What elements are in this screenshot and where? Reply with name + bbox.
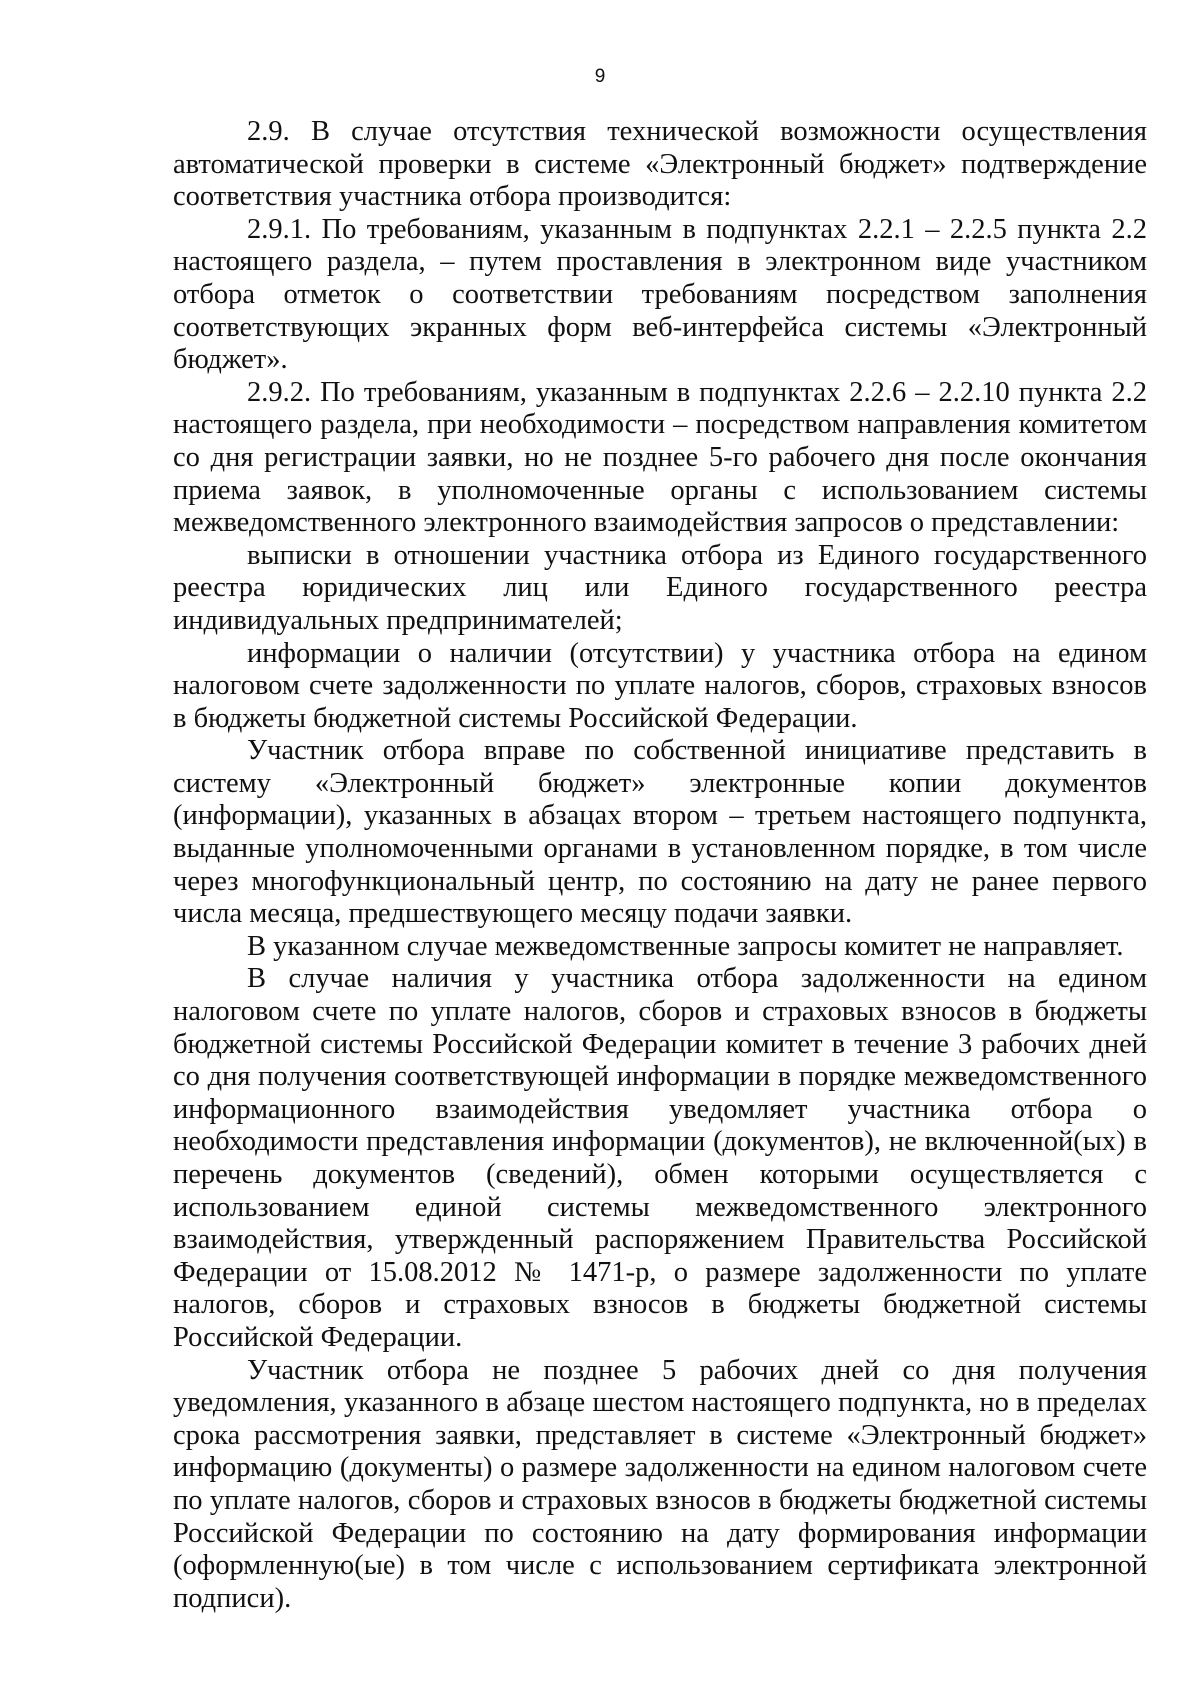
paragraph-2-9-1: 2.9.1. По требованиям, указанным в подпунктах 2.2.1 – 2.2.5 пункта 2.2 настоящего раздела, – путем проставления в электронном виде участником отбора отметок о соответствии требованиям посредством заполнения соответствующих экранных форм веб-интерфейса системы «Электронный бюджет».	[173, 213, 1147, 376]
paragraph-debt-notification: В случае наличия у участника отбора задолженности на едином налоговом счете по уплате налогов, сборов и страховых взносов в бюджеты бюджетной системы Российской Федерации комитет в течение 3 рабочих дней со дня получения соответствующей информации в порядке межведомственного информационного взаимодействия уведомляет участника отбора о необходимости представления информации (документов), не включенной(ых) в перечень документов (сведений), обмен которыми осуществляется с использованием единой системы межведомственного электронного взаимодействия, утвержденный распоряжением Правительства Российской Федерации от 15.08.2012 № 1471-р, о размере задолженности по уплате налогов, сборов и страховых взносов в бюджеты бюджетной системы Российской Федерации.	[173, 963, 1147, 1353]
paragraph-tax-debt-info: информации о наличии (отсутствии) у участника отбора на едином налоговом счете задолженности по уплате налогов, сборов, страховых взносов в бюджеты бюджетной системы Российской Федерации.	[173, 637, 1147, 734]
paragraph-2-9: 2.9. В случае отсутствия технической возможности осуществления автоматической проверки в системе «Электронный бюджет» подтверждение соответствия участника отбора производится:	[173, 116, 1147, 213]
paragraph-extract-registry: выписки в отношении участника отбора из Единого государственного реестра юридических лиц или Единого государственного реестра индивидуальных предпринимателей;	[173, 539, 1147, 636]
page-number: 9	[594, 66, 606, 87]
paragraph-participant-response: Участник отбора не позднее 5 рабочих дней со дня получения уведомления, указанного в абзаце шестом настоящего подпункта, но в пределах срока рассмотрения заявки, представляет в системе «Электронный бюджет» информацию (документы) о размере задолженности на едином налоговом счете по уплате налогов, сборов и страховых взносов в бюджеты бюджетной системы Российской Федерации по состоянию на дату формирования информации (оформленную(ые) в том числе с использованием сертификата электронной подписи).	[173, 1354, 1147, 1614]
document-body	[173, 116, 1147, 1615]
paragraph-no-requests: В указанном случае межведомственные запросы комитет не направляет.	[247, 930, 1124, 962]
paragraph-own-initiative: Участник отбора вправе по собственной инициативе представить в систему «Электронный бюджет» электронные копии документов (информации), указанных в абзацах втором – третьем настоящего подпункта, выданные уполномоченными органами в установленном порядке, в том числе через многофункциональный центр, по состоянию на дату не ранее первого числа месяца, предшествующего месяцу подачи заявки.	[173, 735, 1147, 930]
paragraph-2-9-2: 2.9.2. По требованиям, указанным в подпунктах 2.2.6 – 2.2.10 пункта 2.2 настоящего раздела, при необходимости – посредством направления комитетом со дня регистрации заявки, но не позднее 5-го рабочего дня после окончания приема заявок, в уполномоченные органы с использованием системы межведомственного электронного взаимодействия запросов о представлении:	[173, 376, 1147, 539]
